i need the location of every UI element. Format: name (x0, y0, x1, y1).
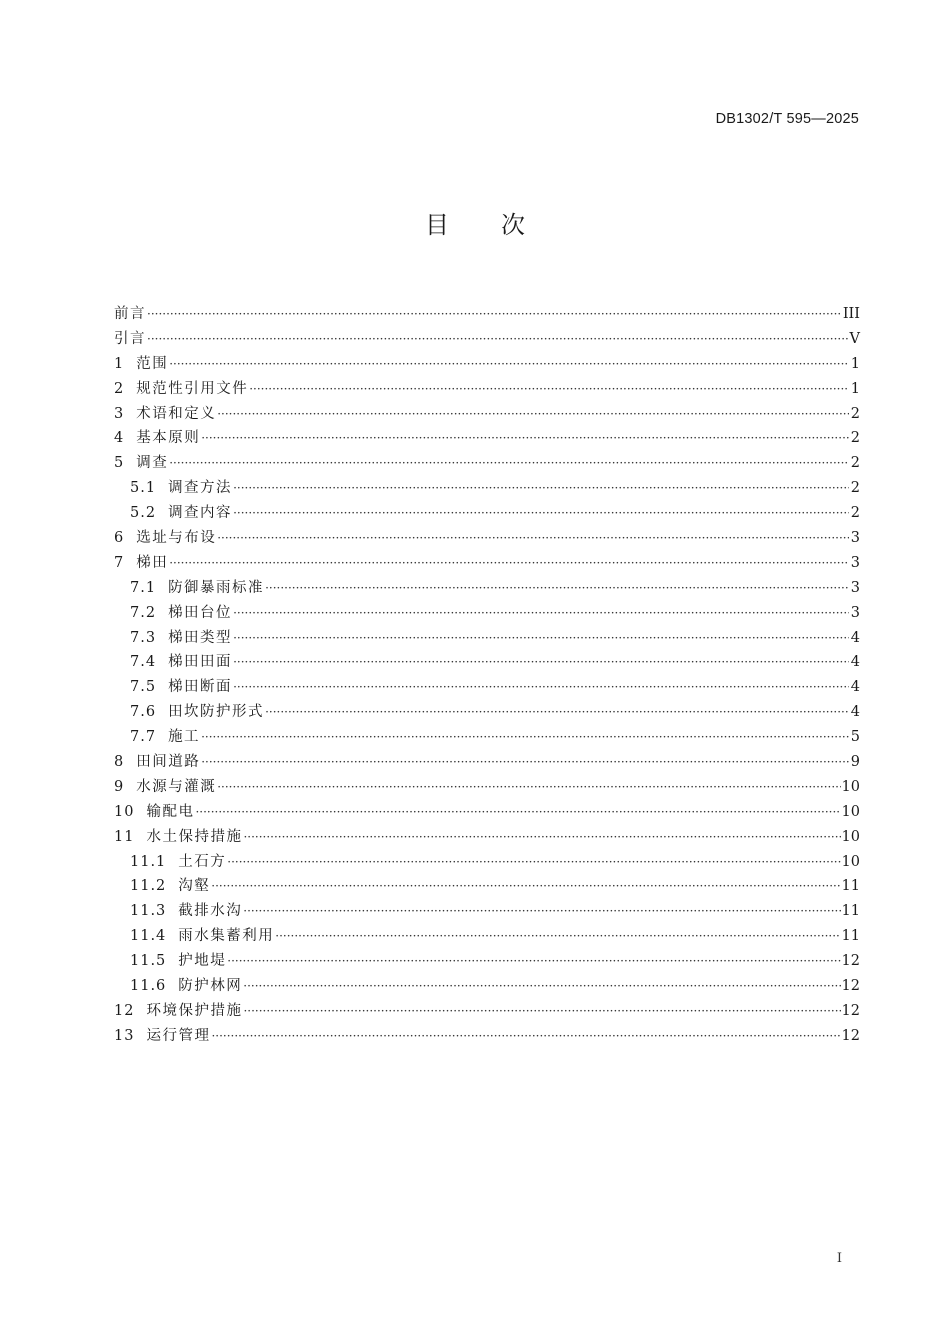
toc-entry-page: III (842, 306, 860, 322)
toc-entry-label: 施工 (168, 729, 201, 746)
toc-dot-leader (227, 949, 840, 974)
toc-entry-page: 2 (850, 405, 860, 422)
toc-entry-label: 防护林网 (178, 978, 243, 995)
toc-dot-leader (195, 800, 840, 825)
toc-entry[interactable] (114, 675, 860, 700)
toc-entry-page: V (849, 330, 860, 347)
toc-entry-page: 3 (850, 554, 860, 571)
toc-entry-number: 13 (114, 1027, 135, 1044)
toc-entry-label: 土石方 (178, 853, 227, 870)
toc-entry-page: 12 (841, 978, 860, 995)
toc-entry-label: 防御暴雨标准 (168, 579, 265, 596)
toc-entry-label: 调查 (136, 455, 169, 472)
toc-entry-label: 田间道路 (136, 754, 201, 771)
toc-entry[interactable] (114, 999, 860, 1024)
toc-entry-number: 4 (114, 430, 125, 447)
toc-entry-page: 10 (841, 803, 860, 820)
toc-dot-leader (233, 675, 849, 700)
toc-dot-leader (243, 899, 840, 924)
toc-dot-leader (217, 402, 849, 427)
toc-entry[interactable] (114, 402, 860, 427)
toc-entry-label: 输配电 (146, 803, 195, 820)
toc-entry-page: 4 (850, 679, 860, 696)
toc-entry[interactable] (114, 825, 860, 850)
toc-entry-label: 规范性引用文件 (136, 380, 249, 397)
toc-dot-leader (227, 850, 840, 875)
toc-entry-label: 引言 (114, 330, 146, 347)
toc-entry[interactable] (114, 327, 860, 352)
toc-dot-leader (233, 626, 849, 651)
toc-entry-page: 4 (850, 654, 860, 671)
toc-entry-label: 梯田 (136, 554, 169, 571)
toc-list (114, 302, 860, 1049)
toc-dot-leader (243, 974, 840, 999)
toc-entry[interactable] (114, 924, 860, 949)
toc-entry[interactable] (114, 476, 860, 501)
toc-entry[interactable] (114, 1024, 860, 1049)
page-number: I (836, 1251, 842, 1266)
toc-dot-leader (233, 650, 849, 675)
toc-entry-label: 基本原则 (136, 430, 201, 447)
toc-dot-leader (249, 377, 849, 402)
toc-entry-label: 水源与灌溉 (136, 778, 217, 795)
toc-entry-label: 环境保护措施 (146, 1002, 243, 1019)
toc-entry-page: 2 (850, 430, 860, 447)
toc-entry-page: 5 (850, 729, 860, 746)
toc-entry[interactable] (114, 302, 860, 327)
toc-entry[interactable] (114, 576, 860, 601)
toc-entry-number: 7.6 (130, 704, 157, 721)
toc-entry[interactable] (114, 899, 860, 924)
toc-entry-number: 5.2 (130, 505, 157, 522)
toc-entry[interactable] (114, 526, 860, 551)
toc-entry-page: 11 (841, 928, 860, 945)
toc-entry[interactable] (114, 426, 860, 451)
toc-entry-label: 水土保持措施 (146, 828, 243, 845)
toc-entry-number: 11.3 (130, 903, 167, 920)
toc-entry-page: 4 (850, 704, 860, 721)
toc-dot-leader (201, 725, 849, 750)
toc-dot-leader (243, 825, 840, 850)
toc-entry-page: 9 (850, 754, 860, 771)
toc-entry-label: 调查内容 (168, 505, 233, 522)
toc-entry-page: 1 (850, 380, 860, 397)
toc-title (0, 205, 950, 240)
toc-dot-leader (169, 352, 849, 377)
toc-entry-page: 12 (841, 1027, 860, 1044)
toc-entry-number: 5.1 (130, 480, 157, 497)
toc-entry-page: 3 (850, 604, 860, 621)
toc-dot-leader (211, 874, 840, 899)
toc-entry-label: 田坎防护形式 (168, 704, 265, 721)
toc-entry-number: 7.3 (130, 629, 157, 646)
toc-entry[interactable] (114, 352, 860, 377)
toc-entry[interactable] (114, 601, 860, 626)
toc-entry[interactable] (114, 750, 860, 775)
toc-entry[interactable] (114, 974, 860, 999)
toc-entry[interactable] (114, 551, 860, 576)
toc-dot-leader (169, 451, 849, 476)
toc-entry[interactable] (114, 775, 860, 800)
toc-dot-leader (243, 999, 840, 1024)
toc-entry[interactable] (114, 800, 860, 825)
toc-entry-number: 6 (114, 530, 125, 547)
toc-entry-number: 7.2 (130, 604, 157, 621)
toc-entry[interactable] (114, 700, 860, 725)
toc-entry-number: 7.4 (130, 654, 157, 671)
document-code: DB1302/T 595—2025 (715, 111, 859, 127)
toc-entry-number: 7.1 (130, 579, 157, 596)
toc-entry[interactable] (114, 451, 860, 476)
toc-entry-number: 11.6 (130, 978, 167, 995)
toc-entry-page: 1 (850, 355, 860, 372)
toc-entry-number: 7 (114, 554, 125, 571)
toc-entry-page: 2 (850, 455, 860, 472)
toc-entry-page: 12 (841, 953, 860, 970)
toc-entry-page: 10 (841, 853, 860, 870)
toc-dot-leader (265, 700, 849, 725)
toc-entry-page: 12 (841, 1002, 860, 1019)
toc-dot-leader (147, 302, 842, 327)
toc-entry-label: 梯田断面 (168, 679, 233, 696)
toc-entry-label: 梯田台位 (168, 604, 233, 621)
toc-entry-label: 运行管理 (146, 1027, 211, 1044)
toc-entry-number: 11 (114, 828, 135, 845)
toc-dot-leader (233, 501, 849, 526)
toc-entry-number: 3 (114, 405, 125, 422)
toc-dot-leader (211, 1024, 840, 1049)
toc-entry-number: 7.7 (130, 729, 157, 746)
toc-entry-number: 9 (114, 778, 125, 795)
toc-entry-page: 2 (850, 480, 860, 497)
toc-entry-number: 1 (114, 355, 125, 372)
toc-dot-leader (169, 551, 849, 576)
toc-entry-number: 12 (114, 1002, 135, 1019)
toc-entry-number: 10 (114, 803, 135, 820)
toc-entry-page: 3 (850, 579, 860, 596)
toc-entry[interactable] (114, 501, 860, 526)
toc-entry-page: 11 (841, 903, 860, 920)
toc-entry[interactable] (114, 874, 860, 899)
toc-entry[interactable] (114, 850, 860, 875)
toc-entry-label: 护地堤 (178, 953, 227, 970)
toc-dot-leader (233, 601, 849, 626)
toc-dot-leader (275, 924, 840, 949)
toc-entry-page: 11 (841, 878, 860, 895)
toc-entry-label: 梯田田面 (168, 654, 233, 671)
toc-dot-leader (201, 750, 849, 775)
toc-entry-page: 2 (850, 505, 860, 522)
toc-entry[interactable] (114, 377, 860, 402)
toc-title-char-1: 目 (425, 211, 449, 239)
toc-entry[interactable] (114, 626, 860, 651)
toc-entry-number: 11.4 (130, 928, 167, 945)
toc-entry-number: 11.5 (130, 953, 167, 970)
toc-entry-number: 11.1 (130, 853, 167, 870)
toc-entry-page: 10 (841, 828, 860, 845)
toc-dot-leader (217, 526, 849, 551)
toc-entry-label: 调查方法 (168, 480, 233, 497)
toc-entry-label: 选址与布设 (136, 530, 217, 547)
toc-entry-label: 雨水集蓄利用 (178, 928, 275, 945)
toc-entry-label: 梯田类型 (168, 629, 233, 646)
toc-dot-leader (201, 426, 849, 451)
toc-entry-number: 2 (114, 380, 125, 397)
toc-entry-label: 沟壑 (178, 878, 211, 895)
toc-entry-number: 11.2 (130, 878, 167, 895)
toc-title-char-2: 次 (501, 211, 525, 239)
toc-entry-number: 5 (114, 455, 125, 472)
toc-entry-label: 截排水沟 (178, 903, 243, 920)
toc-entry-page: 10 (841, 778, 860, 795)
toc-entry-number: 7.5 (130, 679, 157, 696)
toc-entry[interactable] (114, 949, 860, 974)
toc-entry-label: 前言 (114, 306, 146, 322)
toc-entry-page: 4 (850, 629, 860, 646)
toc-entry-label: 术语和定义 (136, 405, 217, 422)
toc-dot-leader (217, 775, 840, 800)
toc-dot-leader (265, 576, 849, 601)
toc-entry-page: 3 (850, 530, 860, 547)
toc-entry-number: 8 (114, 754, 125, 771)
toc-dot-leader (147, 327, 849, 352)
toc-entry-label: 范围 (136, 355, 169, 372)
toc-dot-leader (233, 476, 849, 501)
toc-entry[interactable] (114, 650, 860, 675)
toc-entry[interactable] (114, 725, 860, 750)
